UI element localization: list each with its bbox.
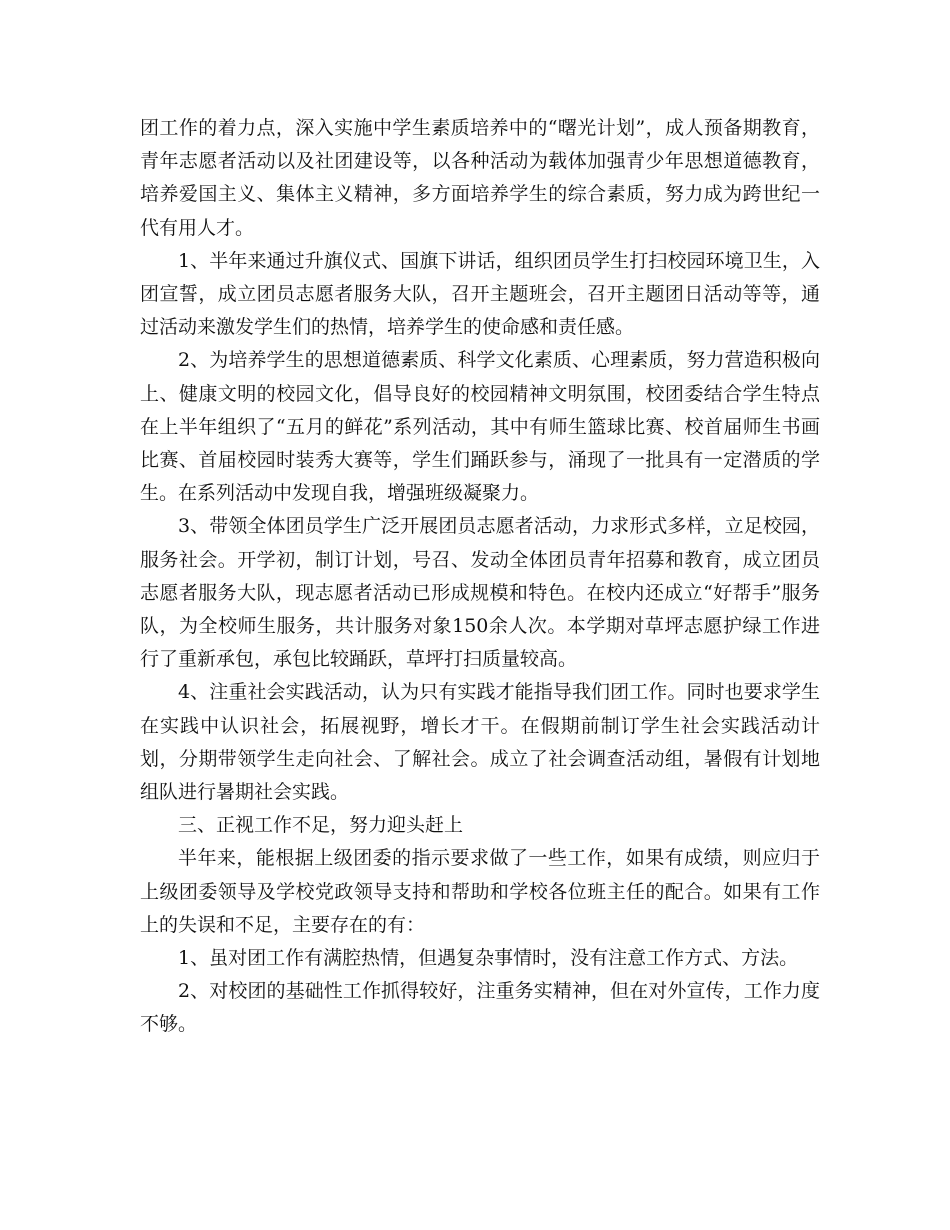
paragraph-shortcoming-2: 2、对校团的基础性工作抓得较好，注重务实精神，但在对外宣传，工作力度不够。 (140, 980, 820, 1036)
paragraph-shortcoming-1: 1、虽对团工作有满腔热情，但遇复杂事情时，没有注意工作方式、方法。 (178, 947, 799, 970)
paragraph-item-1: 1、半年来通过升旗仪式、国旗下讲话，组织团员学生打扫校园环境卫生，入团宣誓，成立团员志愿者服务大队，召开主题班会，召开主题团日活动等等，通过活动来激发学生们的热情，培养学生的使命感和责任感。 (140, 249, 820, 339)
paragraph-item-2: 2、为培养学生的思想道德素质、科学文化素质、心理素质，努力营造积极向上、健康文明的校园文化，倡导良好的校园精神文明氛围，校团委结合学生特点在上半年组织了“五月的鲜花”系列活动，其中有师生篮球比赛、校首届师生书画比赛、首届校园时装秀大赛等，学生们踊跃参与，涌现了一批具有一定潜质的学生。在系列活动中发现自我，增强班级凝聚力。 (140, 349, 820, 505)
paragraph-item-3: 3、带领全体团员学生广泛开展团员志愿者活动，力求形式多样，立足校园，服务社会。开学初，制订计划，号召、发动全体团员青年招募和教育，成立团员志愿者服务大队，现志愿者活动已形成规模和特色。在校内还成立“好帮手”服务队，为全校师生服务，共计服务对象150余人次。本学期对草坪志愿护绿工作进行了重新承包，承包比较踊跃，草坪打扫质量较高。 (140, 515, 820, 671)
paragraph-item-4: 4、注重社会实践活动，认为只有实践才能指导我们团工作。同时也要求学生在实践中认识社会，拓展视野，增长才干。在假期前制订学生社会实践活动计划，分期带领学生走向社会、了解社会。成立了社会调查活动组，暑假有计划地组队进行暑期社会实践。 (140, 681, 820, 804)
document-body (140, 112, 820, 1042)
paragraph-summary: 半年来，能根据上级团委的指示要求做了一些工作，如果有成绩，则应归于上级团委领导及学校党政领导支持和帮助和学校各位班主任的配合。如果有工作上的失误和不足，主要存在的有： (140, 847, 820, 936)
section-heading-3: 三、正视工作不足，努力迎头赶上 (178, 814, 464, 837)
paragraph-continuation: 团工作的着力点，深入实施中学生素质培养中的“曙光计划”，成人预备期教育，青年志愿者活动以及社团建设等，以各种活动为载体加强青少年思想道德教育，培养爱国主义、集体主义精神，多方面培养学生的综合素质，努力成为跨世纪一代有用人才。 (140, 117, 820, 239)
